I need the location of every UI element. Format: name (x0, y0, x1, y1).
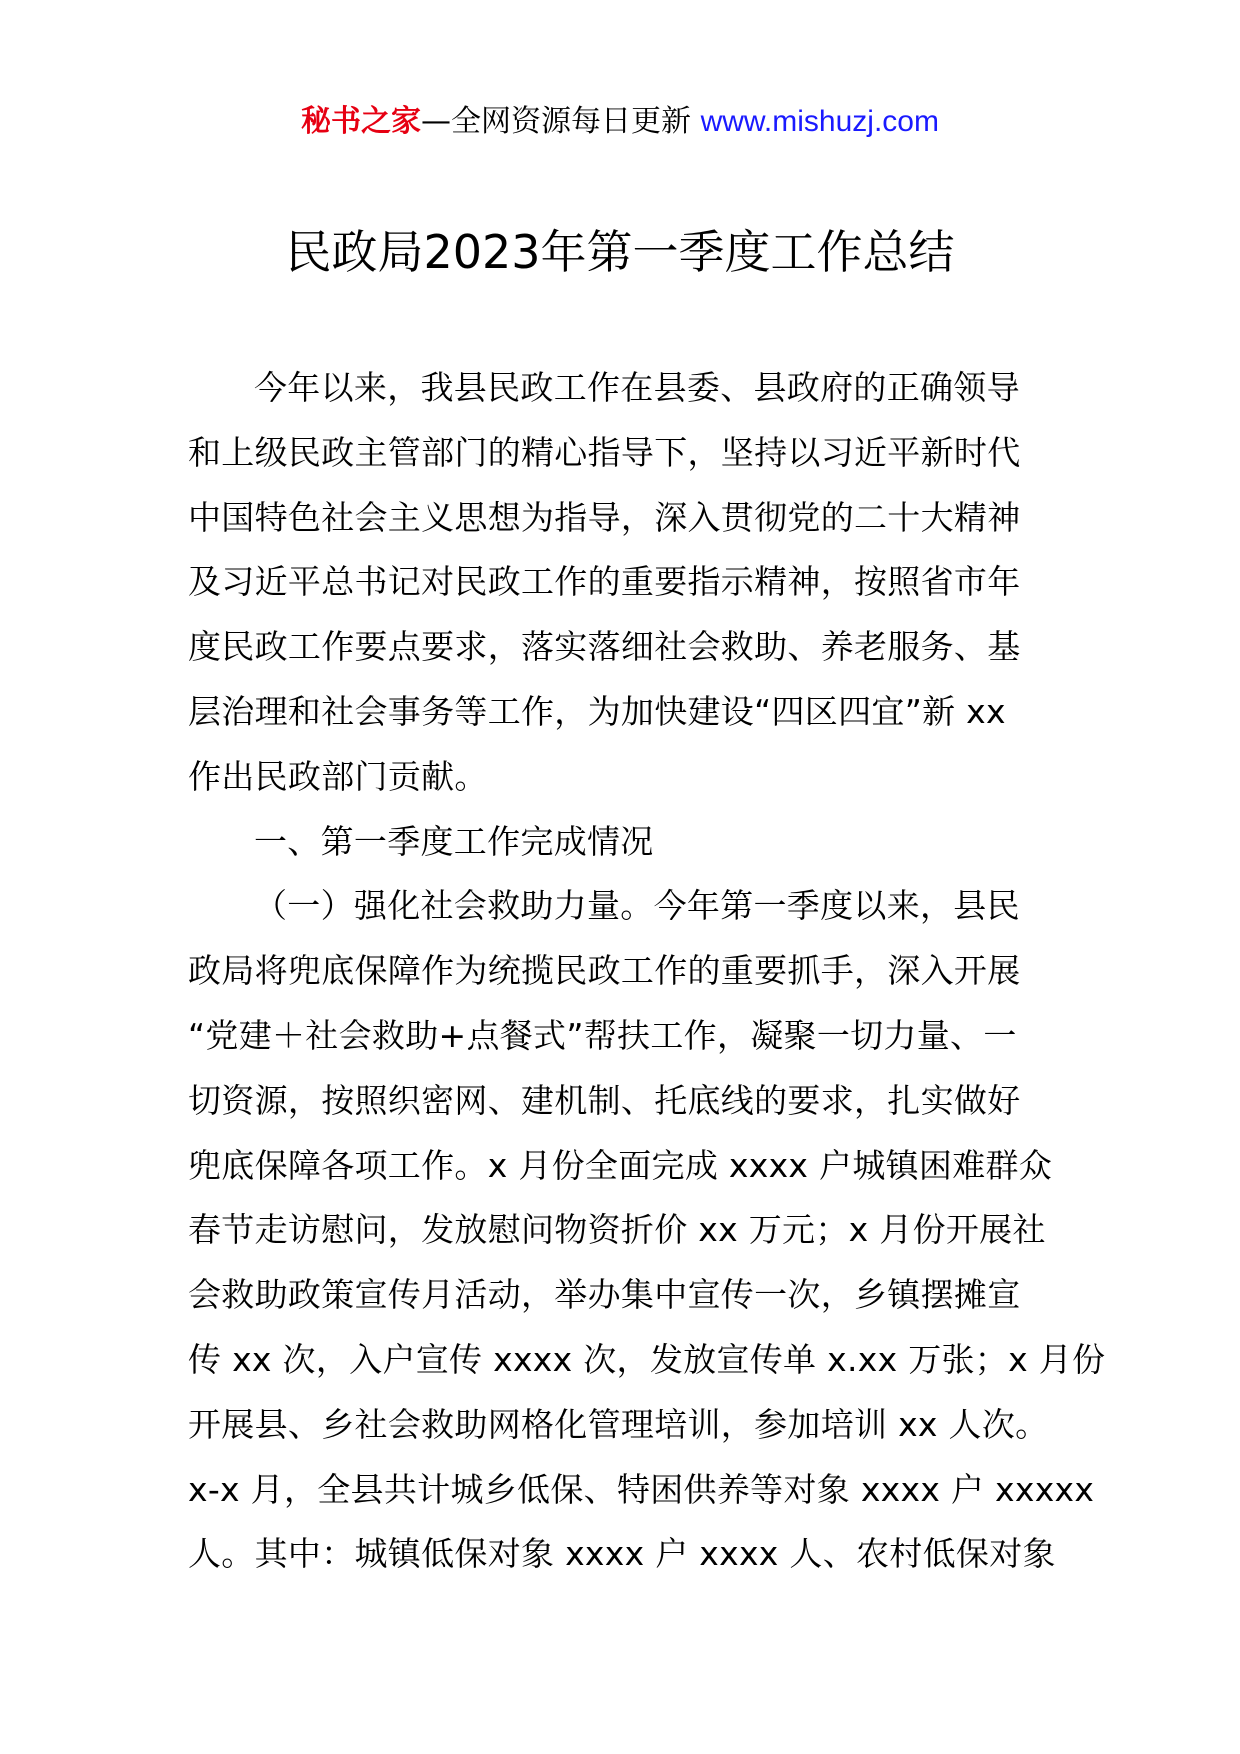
paragraph-line: 层治理和社会事务等工作，为加快建设“四区四宜”新 xx (188, 691, 1006, 731)
paragraph-line: 会救助政策宣传月活动，举办集中宣传一次，乡镇摆摊宣 (188, 1275, 1021, 1315)
paragraph-line: x-x 月，全县共计城乡低保、特困供养等对象 xxxx 户 xxxxx (188, 1469, 1095, 1509)
paragraph-line: “党建＋社会救助+点餐式”帮扶工作，凝聚一切力量、一 (188, 1015, 1017, 1055)
site-header (0, 100, 1240, 144)
site-brand: 秘书之家 (301, 104, 422, 139)
paragraph-line: 作出民政部门贡献。 (188, 756, 488, 796)
paragraph-line: 春节走访慰问，发放慰问物资折价 xx 万元；x 月份开展社 (188, 1210, 1046, 1250)
site-url-link[interactable]: www.mishuzj.com (700, 105, 939, 138)
paragraph-line: 今年以来，我县民政工作在县委、县政府的正确领导 (254, 368, 1020, 407)
paragraph-line: 和上级民政主管部门的精心指导下，坚持以习近平新时代 (188, 432, 1021, 472)
paragraph-line: 开展县、乡社会救助网格化管理培训，参加培训 xx 人次。 (188, 1404, 1049, 1444)
paragraph-line: 政局将兜底保障作为统揽民政工作的重要抓手，深入开展 (188, 951, 1021, 991)
paragraph-line: 及习近平总书记对民政工作的重要指示精神，按照省市年 (188, 562, 1021, 602)
paragraph-line: 人。其中：城镇低保对象 xxxx 户 xxxx 人、农村低保对象 (188, 1534, 1056, 1574)
site-tagline: —全网资源每日更新 (421, 104, 692, 139)
paragraph-line: （一）强化社会救助力量。今年第一季度以来，县民 (254, 886, 1020, 926)
paragraph-line: 度民政工作要点要求，落实落细社会救助、养老服务、基 (188, 627, 1021, 667)
paragraph-line: 中国特色社会主义思想为指导，深入贯彻党的二十大精神 (188, 497, 1021, 537)
paragraph-line: 传 xx 次，入户宣传 xxxx 次，发放宣传单 x.xx 万张；x 月份 (188, 1339, 1106, 1379)
paragraph-line: 切资源，按照织密网、建机制、托底线的要求，扎实做好 (188, 1080, 1021, 1120)
paragraph-line: 兜底保障各项工作。x 月份全面完成 xxxx 户城镇困难群众 (188, 1145, 1053, 1185)
section-heading: 一、第一季度工作完成情况 (254, 821, 654, 861)
document-body (188, 356, 1106, 1587)
document-title: 民政局2023年第一季度工作总结 (285, 225, 955, 279)
